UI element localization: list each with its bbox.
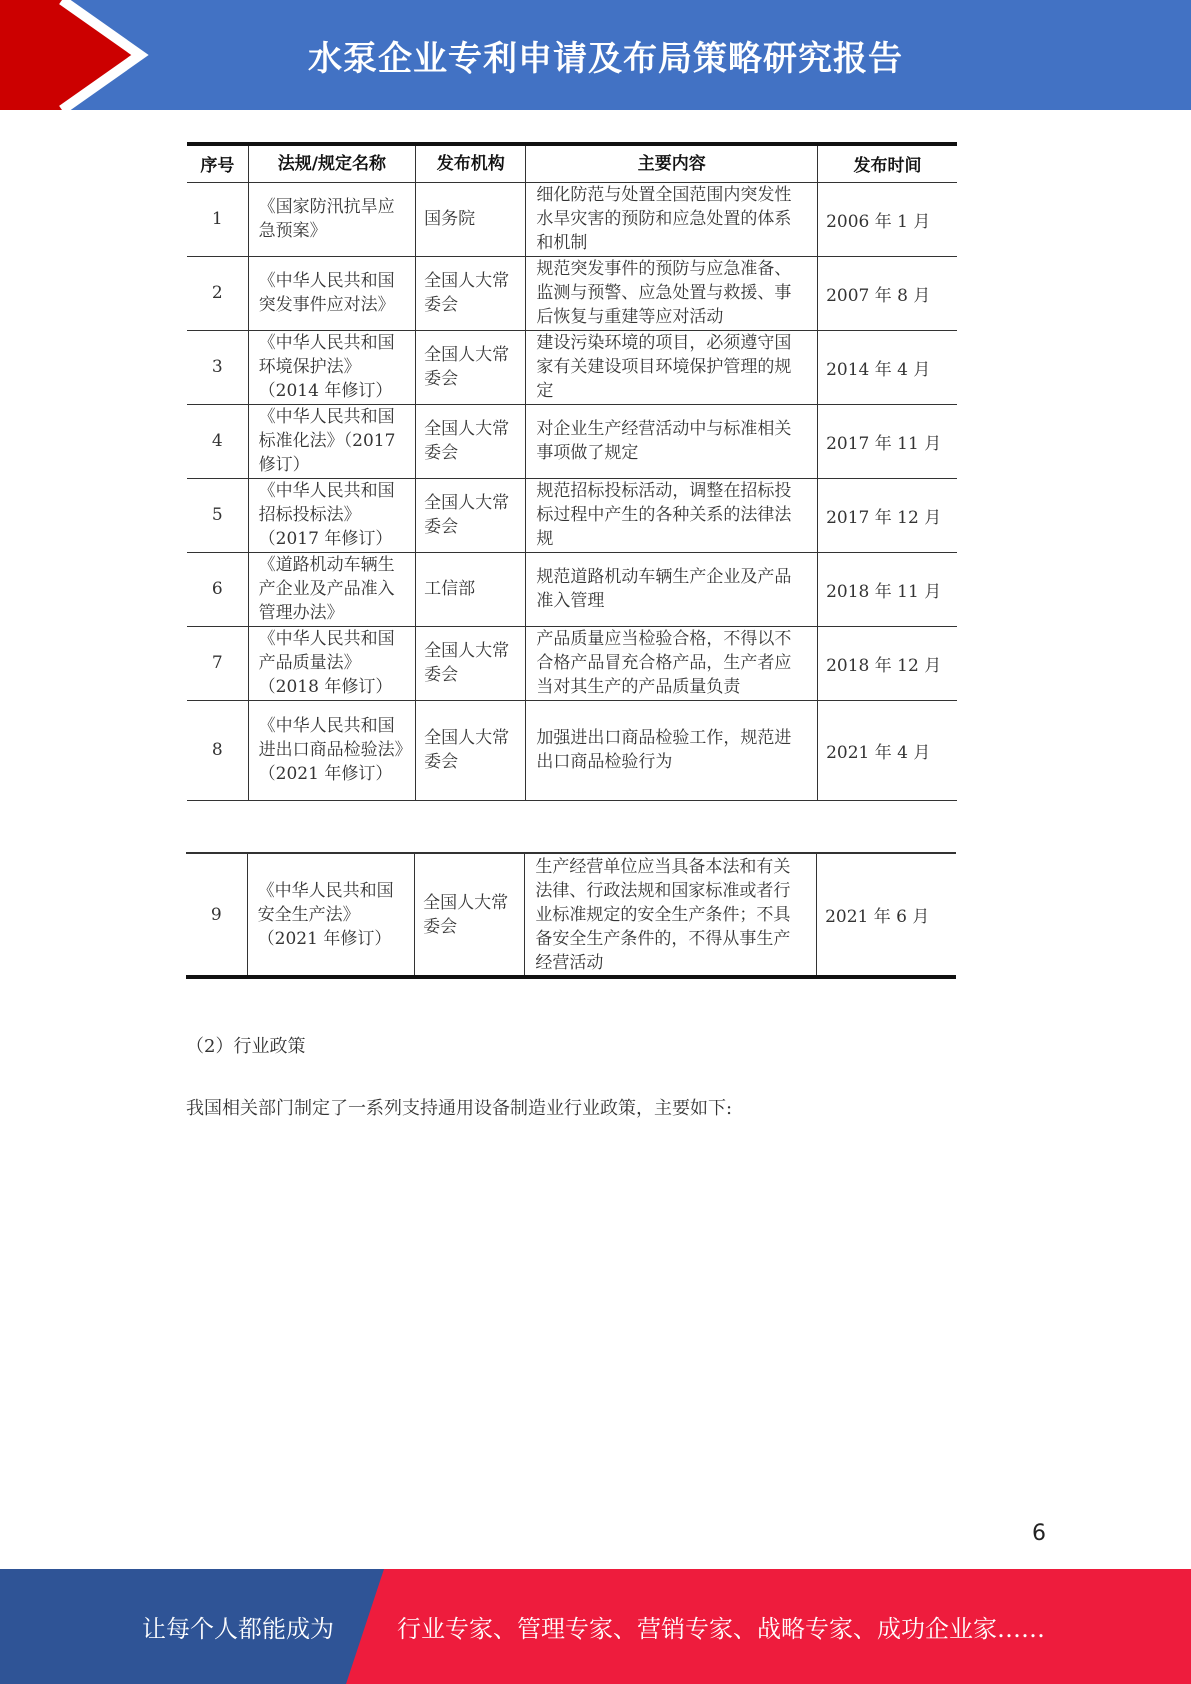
section-subheading: （2）行业政策 [186,1036,306,1057]
row-date: 2014 年 4 月 [818,330,957,404]
row-date: 2021 年 4 月 [818,700,957,800]
row-no: 5 [187,478,248,552]
row-no: 1 [187,182,248,256]
table-row [187,700,957,800]
row-date: 2021 年 6 月 [817,853,956,977]
row-org: 全国人大常委会 [415,853,525,977]
row-org: 全国人大常委会 [416,256,526,330]
row-content: 细化防范与处置全国范围内突发性水旱灾害的预防和应急处置的体系和机制 [526,182,818,256]
row-org: 国务院 [416,182,526,256]
row-name: 《中华人民共和国标准化法》（2017 修订） [248,404,415,478]
row-content: 对企业生产经营活动中与标准相关事项做了规定 [526,404,818,478]
footer-slogan-right: 行业专家、管理专家、营销专家、战略专家、成功企业家…… [397,1615,1045,1643]
row-content: 规范突发事件的预防与应急准备、监测与预警、应急处置与救援、事后恢复与重建等应对活动 [526,256,818,330]
row-name: 《中华人民共和国环境保护法》（2014 年修订） [248,330,415,404]
page-number: 6 [1032,1521,1046,1546]
column-header-date: 发布时间 [818,144,957,182]
column-header-no: 序号 [187,144,248,182]
table-header-row [187,144,957,182]
row-no: 8 [187,700,248,800]
row-name: 《中华人民共和国进出口商品检验法》（2021 年修订） [248,700,415,800]
row-no: 9 [186,853,247,977]
row-name: 《国家防汛抗旱应急预案》 [248,182,415,256]
row-content: 规范道路机动车辆生产企业及产品准入管理 [526,552,818,626]
row-content: 建设污染环境的项目，必须遵守国家有关建设项目环境保护管理的规定 [526,330,818,404]
row-content: 产品质量应当检验合格，不得以不合格产品冒充合格产品，生产者应当对其生产的产品质量负责 [526,626,818,700]
column-header-name: 法规/规定名称 [248,144,415,182]
row-no: 2 [187,256,248,330]
row-name: 《中华人民共和国安全生产法》（2021 年修订） [247,853,414,977]
table-row [187,478,957,552]
body-paragraph: 我国相关部门制定了一系列支持通用设备制造业行业政策，主要如下: [186,1098,733,1119]
table-row [187,330,957,404]
row-name: 《道路机动车辆生产企业及产品准入管理办法》 [248,552,415,626]
row-date: 2006 年 1 月 [818,182,957,256]
row-no: 3 [187,330,248,404]
row-org: 全国人大常委会 [416,626,526,700]
table-row [187,552,957,626]
table-row [187,404,957,478]
table-row [186,853,956,977]
row-org: 全国人大常委会 [416,700,526,800]
row-content: 规范招标投标活动，调整在招标投标过程中产生的各种关系的法律法规 [526,478,818,552]
column-header-org: 发布机构 [416,144,526,182]
row-date: 2018 年 11 月 [818,552,957,626]
row-org: 全国人大常委会 [416,330,526,404]
footer-slogan-left: 让每个人都能成为 [142,1615,334,1643]
table-row [187,256,957,330]
row-date: 2018 年 12 月 [818,626,957,700]
table-row [187,182,957,256]
row-content: 生产经营单位应当具备本法和有关法律、行政法规和国家标准或者行业标准规定的安全生产条件；不具备安全生产条件的，不得从事生产经营活动 [525,853,817,977]
column-header-content: 主要内容 [526,144,818,182]
row-no: 6 [187,552,248,626]
table-row [187,626,957,700]
row-name: 《中华人民共和国招标投标法》（2017 年修订） [248,478,415,552]
regulations-table [187,142,957,801]
row-no: 4 [187,404,248,478]
row-name: 《中华人民共和国突发事件应对法》 [248,256,415,330]
row-no: 7 [187,626,248,700]
row-date: 2017 年 12 月 [818,478,957,552]
row-name: 《中华人民共和国产品质量法》（2018 年修订） [248,626,415,700]
row-org: 全国人大常委会 [416,478,526,552]
row-date: 2017 年 11 月 [818,404,957,478]
row-date: 2007 年 8 月 [818,256,957,330]
report-title: 水泵企业专利申请及布局策略研究报告 [308,38,903,79]
regulations-table-continued [186,852,956,979]
row-org: 工信部 [416,552,526,626]
row-content: 加强进出口商品检验工作，规范进出口商品检验行为 [526,700,818,800]
footer-band [0,1569,1191,1684]
header-band [0,0,1191,110]
row-org: 全国人大常委会 [416,404,526,478]
